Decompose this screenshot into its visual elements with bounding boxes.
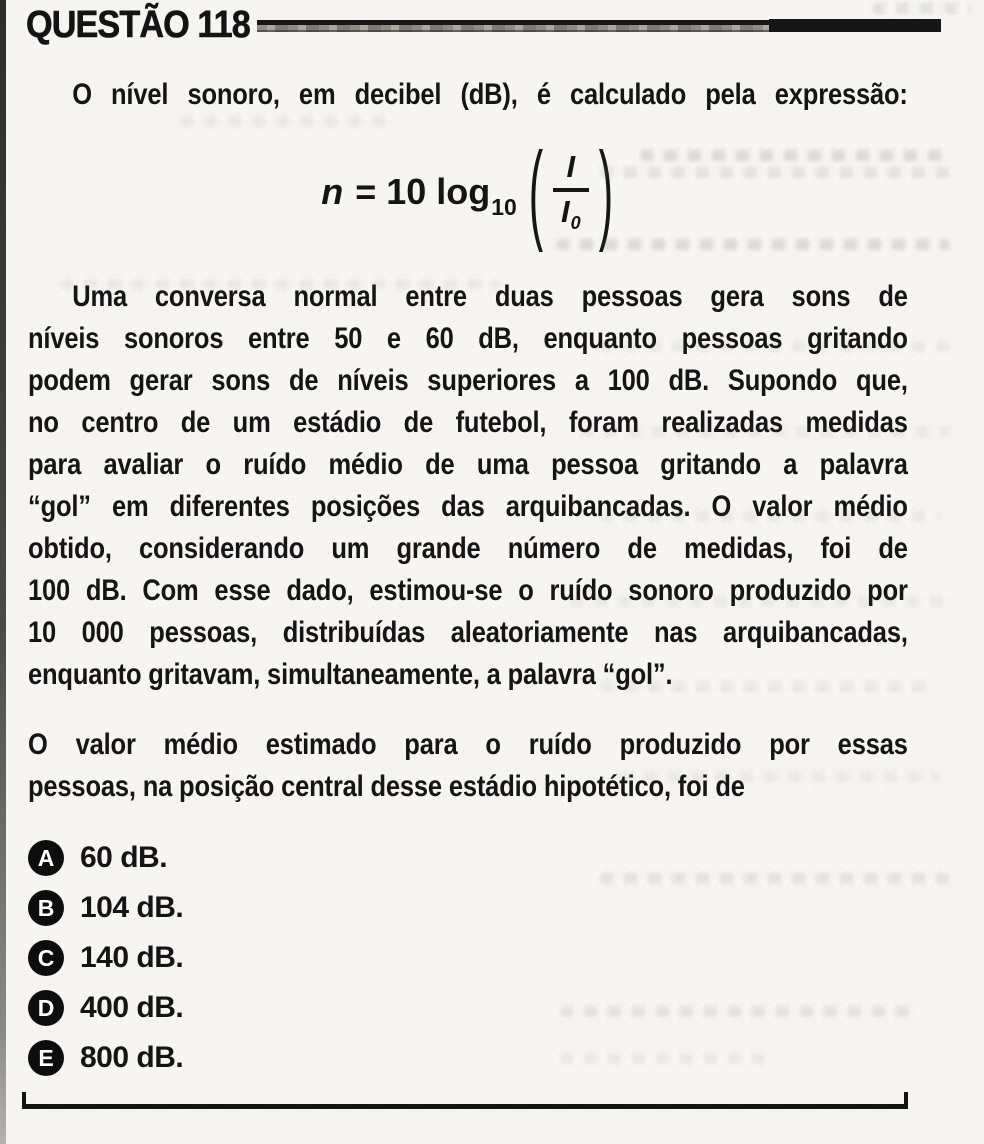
formula-equals-sign: = <box>355 171 377 212</box>
bleed-through-artifact <box>600 167 950 178</box>
denominator-base: I <box>561 194 570 230</box>
formula-coefficient: 10 <box>386 171 427 212</box>
close-parenthesis: ) <box>598 130 614 254</box>
log-base-subscript: 10 <box>491 194 517 220</box>
option-a-letter-badge: A <box>28 840 64 876</box>
bleed-through-artifact <box>640 150 950 161</box>
option-c-text: 140 dB. <box>80 941 184 974</box>
bleed-through-artifact <box>600 341 950 352</box>
bleed-through-artifact <box>580 426 950 437</box>
body-line: para avaliar o ruído médio de uma pessoa gritando a palavra <box>28 448 908 481</box>
body-line: podem gerar sons de níveis superiores a 100 dB. Supondo que, <box>28 364 908 397</box>
formula-log-function <box>436 171 517 220</box>
stem-line: pessoas, na posição central desse estádio hipotético, foi de <box>28 770 745 803</box>
question-number-heading: QUESTÃO 118 <box>26 4 250 46</box>
body-line: no centro de um estádio de futebol, foram realizadas medidas <box>28 406 908 439</box>
header-rule <box>257 18 941 36</box>
header-rule-end-block <box>769 19 941 32</box>
open-parenthesis: ( <box>528 130 544 254</box>
option-b-letter-badge: B <box>28 890 64 926</box>
option-d-letter-badge: D <box>28 990 64 1026</box>
body-paragraph <box>28 276 908 696</box>
bleed-through-artifact <box>600 873 950 884</box>
log-label: log <box>436 171 491 212</box>
option-e-text: 800 dB. <box>80 1041 184 1074</box>
bleed-through-artifact <box>570 596 950 607</box>
body-line: obtido, considerando um grande número de medidas, foi de <box>28 532 908 565</box>
question-stem <box>28 724 908 808</box>
bleed-through-artifact <box>556 239 950 250</box>
option-e-letter-badge: E <box>28 1040 64 1076</box>
question-content <box>28 0 908 1082</box>
body-line: níveis sonoros entre 50 e 60 dB, enquanto pessoas gritando <box>28 322 908 355</box>
body-line: enquanto gritavam, simultaneamente, a palavra “gol”. <box>28 658 673 691</box>
bleed-through-artifact <box>620 771 940 782</box>
option-b-text: 104 dB. <box>80 891 184 924</box>
body-line: 100 dB. Com esse dado, estimou-se o ruído sonoro produzido por <box>28 574 908 607</box>
bleed-through-artifact <box>600 681 930 692</box>
formula-variable: n <box>321 171 344 212</box>
body-line: 10 000 pessoas, distribuídas aleatoriamente nas arquibancadas, <box>28 616 908 649</box>
bleed-through-artifact <box>180 116 390 127</box>
fraction-denominator <box>561 196 581 233</box>
option-c <box>28 934 908 982</box>
intensity-fraction <box>553 148 589 234</box>
bleed-through-artifact <box>560 1053 770 1064</box>
bleed-through-artifact <box>872 3 972 14</box>
fraction-bar <box>553 188 589 192</box>
option-a-text: 60 dB. <box>80 841 168 874</box>
header-rule-gray-line <box>257 25 772 32</box>
option-d-text: 400 dB. <box>80 991 184 1024</box>
denominator-subscript: 0 <box>570 213 581 234</box>
page-edge-shadow <box>0 0 6 1144</box>
bottom-rule <box>22 1092 908 1109</box>
option-e <box>28 1034 908 1082</box>
stem-line: O valor médio estimado para o ruído produzido por essas <box>28 728 908 761</box>
bleed-through-artifact <box>600 511 940 522</box>
intro-text: O nível sonoro, em decibel (dB), é calculado pela expressão: <box>72 78 908 111</box>
bleed-through-artifact <box>60 279 500 290</box>
option-b <box>28 884 908 932</box>
bleed-through-artifact <box>560 1006 920 1017</box>
body-line: “gol” em diferentes posições das arquibancadas. O valor médio <box>28 490 908 523</box>
body-line: Uma conversa normal entre duas pessoas gera sons de <box>72 280 908 313</box>
option-c-letter-badge: C <box>28 940 64 976</box>
answer-options <box>28 834 908 1082</box>
fraction-numerator: I <box>566 148 576 184</box>
question-header <box>28 0 908 52</box>
